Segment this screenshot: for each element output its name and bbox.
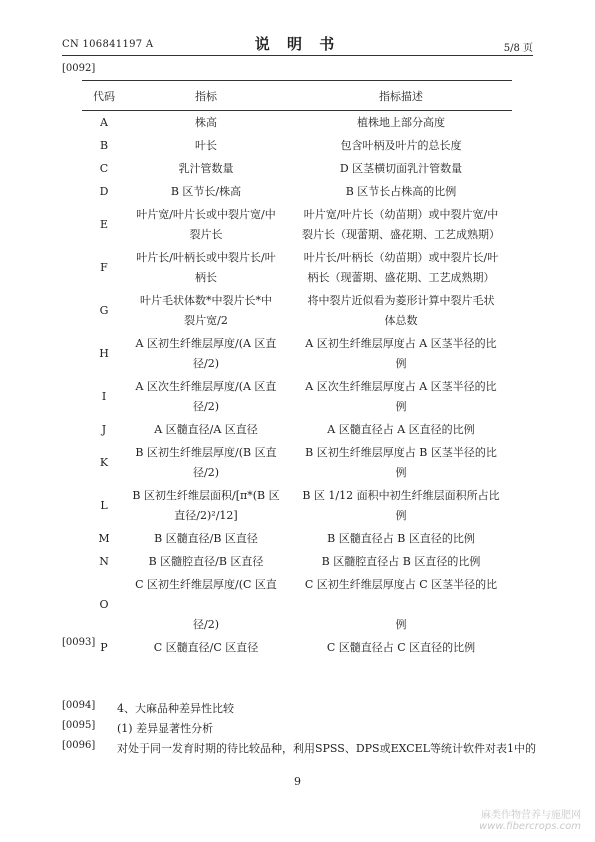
table-cell-code: E <box>99 218 109 231</box>
table-cell-description: A 区次生纤维层厚度占 A 区茎半径的比 <box>305 380 497 393</box>
table-cell-code: A <box>100 116 108 129</box>
table-cell-description: B 区髓腔直径占 B 区直径的比例 <box>321 555 481 568</box>
table-cell-indicator: B 区髓腔直径/B 区直径 <box>148 555 264 568</box>
table-cell-indicator: 裂片长 <box>189 228 223 241</box>
table-cell-description: C 区初生纤维层厚度占 C 区茎半径的比 <box>304 578 498 591</box>
table-cell-indicator: 叶片毛状体数*中裂片长*中 <box>140 294 272 307</box>
header-patent-number: CN 106841197 A <box>62 39 154 50</box>
table-cell-indicator: 株高 <box>195 116 217 129</box>
table-cell-indicator: 裂片宽/2 <box>184 314 228 327</box>
page-number: 9 <box>294 775 301 788</box>
table-cell-code: P <box>100 641 108 654</box>
table-cell-indicator: B 区初生纤维层厚度/(B 区直 <box>135 446 277 459</box>
table-cell-code: H <box>99 347 109 360</box>
table-cell-description: A 区初生纤维层厚度占 A 区茎半径的比 <box>305 337 497 350</box>
table-cell-description: 叶片宽/叶片长（幼苗期）或中裂片宽/中 <box>303 208 499 221</box>
table-header-indicator: 指标 <box>195 90 217 103</box>
table-cell-indicator: B 区节长/株高 <box>170 185 242 198</box>
table-cell-description: 包含叶柄及叶片的总长度 <box>340 139 462 152</box>
table-cell-description: 例 <box>395 357 407 370</box>
header-page-indicator: 5/8 页 <box>503 43 533 54</box>
table-header-code: 代码 <box>93 90 115 103</box>
table-cell-description: B 区初生纤维层厚度占 B 区茎半径的比 <box>305 446 497 459</box>
table-cell-indicator: 直径/2)²/12] <box>174 509 238 522</box>
header-rule <box>62 55 533 56</box>
table-cell-indicator: 叶片宽/叶片长或中裂片宽/中 <box>136 208 276 221</box>
table-cell-indicator: 乳汁管数量 <box>178 162 234 175</box>
table-top-rule <box>82 80 512 81</box>
table-cell-code: M <box>98 532 110 545</box>
table-cell-code: D <box>99 185 109 198</box>
table-cell-indicator: 径/2) <box>193 357 219 370</box>
table-cell-description: 例 <box>395 618 407 631</box>
table-cell-description: A 区髓直径占 A 区直径的比例 <box>327 423 475 436</box>
table-cell-indicator: A 区髓直径/A 区直径 <box>154 423 258 436</box>
table-cell-indicator: B 区髓直径/B 区直径 <box>154 532 258 545</box>
table-cell-description: B 区 1/12 面积中初生纤维层面积所占比 <box>302 489 500 502</box>
table-cell-indicator: A 区次生纤维层厚度/(A 区直 <box>135 380 277 393</box>
paragraph-text: 4、大麻品种差异性比较 <box>117 702 234 715</box>
table-header-description: 指标描述 <box>379 90 423 103</box>
table-cell-description: 体总数 <box>384 314 418 327</box>
paragraph-id: [0094] <box>62 700 96 711</box>
table-cell-description: 将中裂片近似看为菱形计算中裂片毛状 <box>307 294 495 307</box>
table-cell-indicator: C 区髓直径/C 区直径 <box>153 641 259 654</box>
table-cell-description: B 区髓直径占 B 区直径的比例 <box>327 532 475 545</box>
paragraph-text: (1) 差异显著性分析 <box>117 722 214 735</box>
table-cell-code: L <box>100 499 108 512</box>
table-cell-code: I <box>101 390 107 403</box>
table-cell-code: F <box>100 261 108 274</box>
paragraph-text: 对处于同一发育时期的待比较品种，利用SPSS、DPS或EXCEL等统计软件对表1中的 <box>117 742 536 755</box>
table-cell-indicator: A 区初生纤维层厚度/(A 区直 <box>135 337 277 350</box>
table-cell-description: 植株地上部分高度 <box>357 116 445 129</box>
watermark-url: www.fibercrops.com <box>479 821 581 832</box>
table-cell-description: 例 <box>395 509 407 522</box>
table-cell-code: K <box>99 456 109 469</box>
table-cell-description: B 区节长占株高的比例 <box>345 185 457 198</box>
header-title: 说 明 书 <box>254 35 341 53</box>
table-cell-code: G <box>99 304 109 317</box>
table-cell-description: 裂片长（现蕾期、盛花期、工艺成熟期） <box>302 228 500 241</box>
paragraph-id-0093: [0093] <box>62 637 96 648</box>
table-cell-indicator: 叶片长/叶柄长或中裂片长/叶 <box>136 251 276 264</box>
table-cell-description: 例 <box>395 400 407 413</box>
table-cell-code: O <box>99 598 109 611</box>
table-cell-description: 柄长（现蕾期、盛花期、工艺成熟期） <box>307 271 495 284</box>
table-cell-code: B <box>99 139 109 152</box>
table-cell-indicator: 径/2) <box>193 618 219 631</box>
paragraph-id: [0095] <box>62 720 96 731</box>
table-cell-code: C <box>99 162 109 175</box>
table-cell-indicator: 柄长 <box>195 271 217 284</box>
table-cell-indicator: 径/2) <box>193 400 219 413</box>
watermark-site-name: 麻类作物营养与施肥网 <box>481 810 581 821</box>
paragraph-id-0092: [0092] <box>62 63 96 74</box>
table-cell-description: D 区茎横切面乳汁管数量 <box>339 162 463 175</box>
table-cell-indicator: 叶长 <box>195 139 217 152</box>
table-cell-indicator: 径/2) <box>193 466 219 479</box>
table-cell-description: 叶片长/叶柄长（幼苗期）或中裂片长/叶 <box>303 251 499 264</box>
table-cell-description: 例 <box>395 466 407 479</box>
table-cell-description: C 区髓直径占 C 区直径的比例 <box>326 641 476 654</box>
table-cell-code: N <box>99 555 109 568</box>
table-cell-code: J <box>101 423 107 436</box>
table-cell-indicator: B 区初生纤维层面积/[π*(B 区 <box>132 489 280 502</box>
table-header-rule <box>82 110 512 111</box>
table-cell-indicator: C 区初生纤维层厚度/(C 区直 <box>135 578 277 591</box>
paragraph-id: [0096] <box>62 740 96 751</box>
